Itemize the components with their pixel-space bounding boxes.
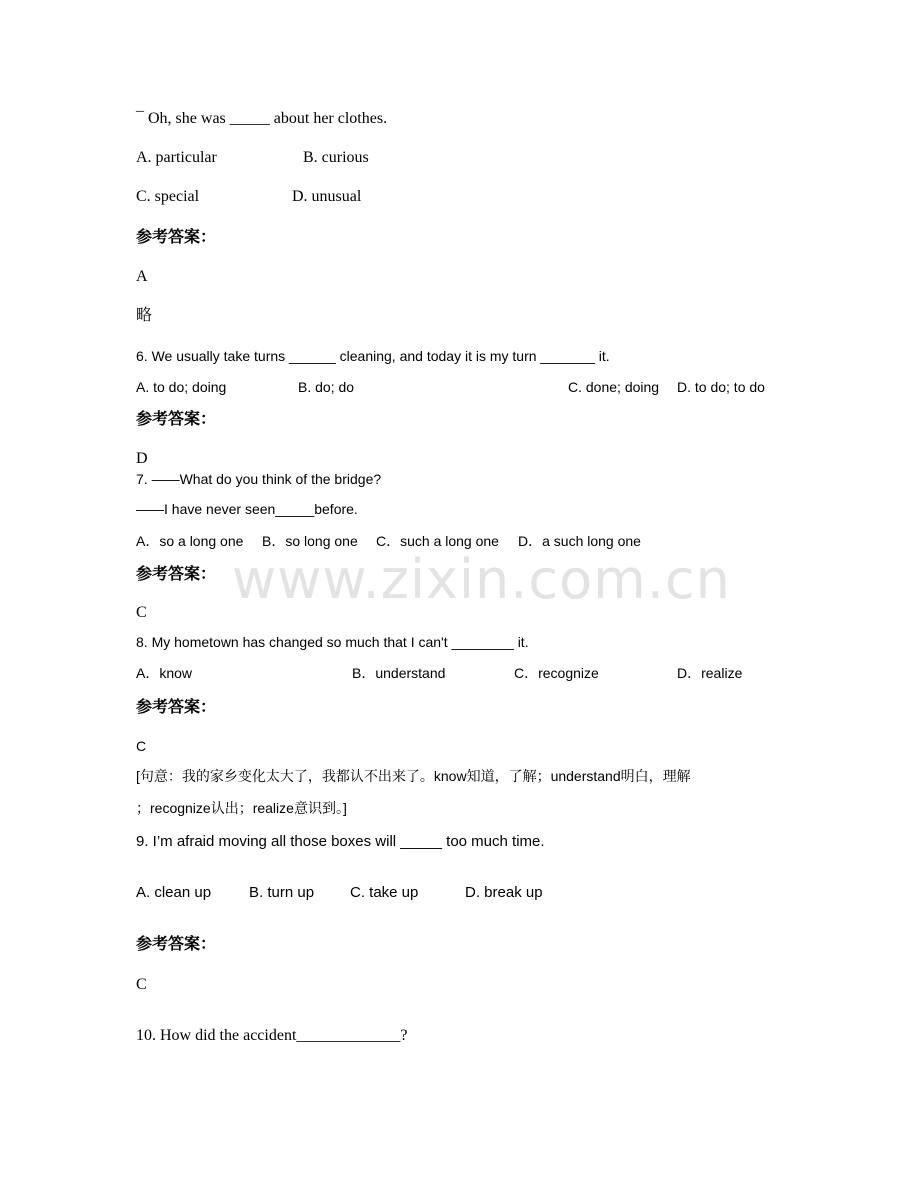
q8-stem: 8. My hometown has changed so much that I can't ________ it. xyxy=(136,634,529,650)
q8-answer-label: 参考答案： xyxy=(136,697,217,716)
q9-option-b: B. turn up xyxy=(249,884,315,901)
q8-answer: C xyxy=(136,738,147,754)
q5-explanation: 略 xyxy=(136,307,153,324)
q7-line2: ——I have never seen_____before. xyxy=(136,501,358,517)
q7-option-c: C．such a long one xyxy=(376,533,499,549)
q6-answer: D xyxy=(136,450,148,467)
q6-option-c: C. done; doing xyxy=(568,379,660,395)
q8-explanation-line1: [句意：我的家乡变化太大了，我都认不出来了。know知道，了解；understand明白，理解 xyxy=(136,768,691,784)
q6-option-a: A. to do; doing xyxy=(136,379,227,395)
q9-answer: C xyxy=(136,976,147,993)
q7-option-a: A．so a long one xyxy=(136,533,244,549)
q6-stem: 6. We usually take turns ______ cleaning, and today it is my turn _______ it. xyxy=(136,348,610,364)
q9-stem: 9. I’m afraid moving all those boxes will _____ too much time. xyxy=(136,833,545,850)
q9-option-c: C. take up xyxy=(350,884,419,901)
q7-option-d: D．a such long one xyxy=(518,533,641,549)
q6-option-d: D. to do; to do xyxy=(677,379,765,395)
q9-option-a: A. clean up xyxy=(136,884,212,901)
q8-option-a: A．know xyxy=(136,665,193,681)
q10-stem: 10. How did the accident_____________? xyxy=(136,1027,408,1044)
q7-answer: C xyxy=(136,604,147,621)
q5-option-b: B. curious xyxy=(303,149,369,166)
q8-option-b: B．understand xyxy=(352,665,446,681)
q8-option-c: C．recognize xyxy=(514,665,599,681)
q5-answer-label: 参考答案： xyxy=(136,227,217,246)
q7-option-b: B．so long one xyxy=(262,533,358,549)
q5-option-a: A. particular xyxy=(136,149,217,166)
q6-option-b: B. do; do xyxy=(298,379,355,395)
watermark: www.zixin.com.cn xyxy=(232,548,731,611)
q7-line1: 7. ——What do you think of the bridge? xyxy=(136,471,382,487)
q7-answer-label: 参考答案： xyxy=(136,564,217,583)
q6-answer-label: 参考答案： xyxy=(136,409,217,428)
q8-option-d: D．realize xyxy=(677,665,743,681)
q5-answer: A xyxy=(136,268,148,285)
q5-option-d: D. unusual xyxy=(292,188,362,205)
q9-option-d: D. break up xyxy=(465,884,543,901)
q5-stem: ¯ Oh, she was _____ about her clothes. xyxy=(136,110,388,127)
q9-answer-label: 参考答案： xyxy=(136,934,217,953)
q8-explanation-line2: ；recognize认出；realize意识到。] xyxy=(136,800,347,816)
q5-option-c: C. special xyxy=(136,188,200,205)
